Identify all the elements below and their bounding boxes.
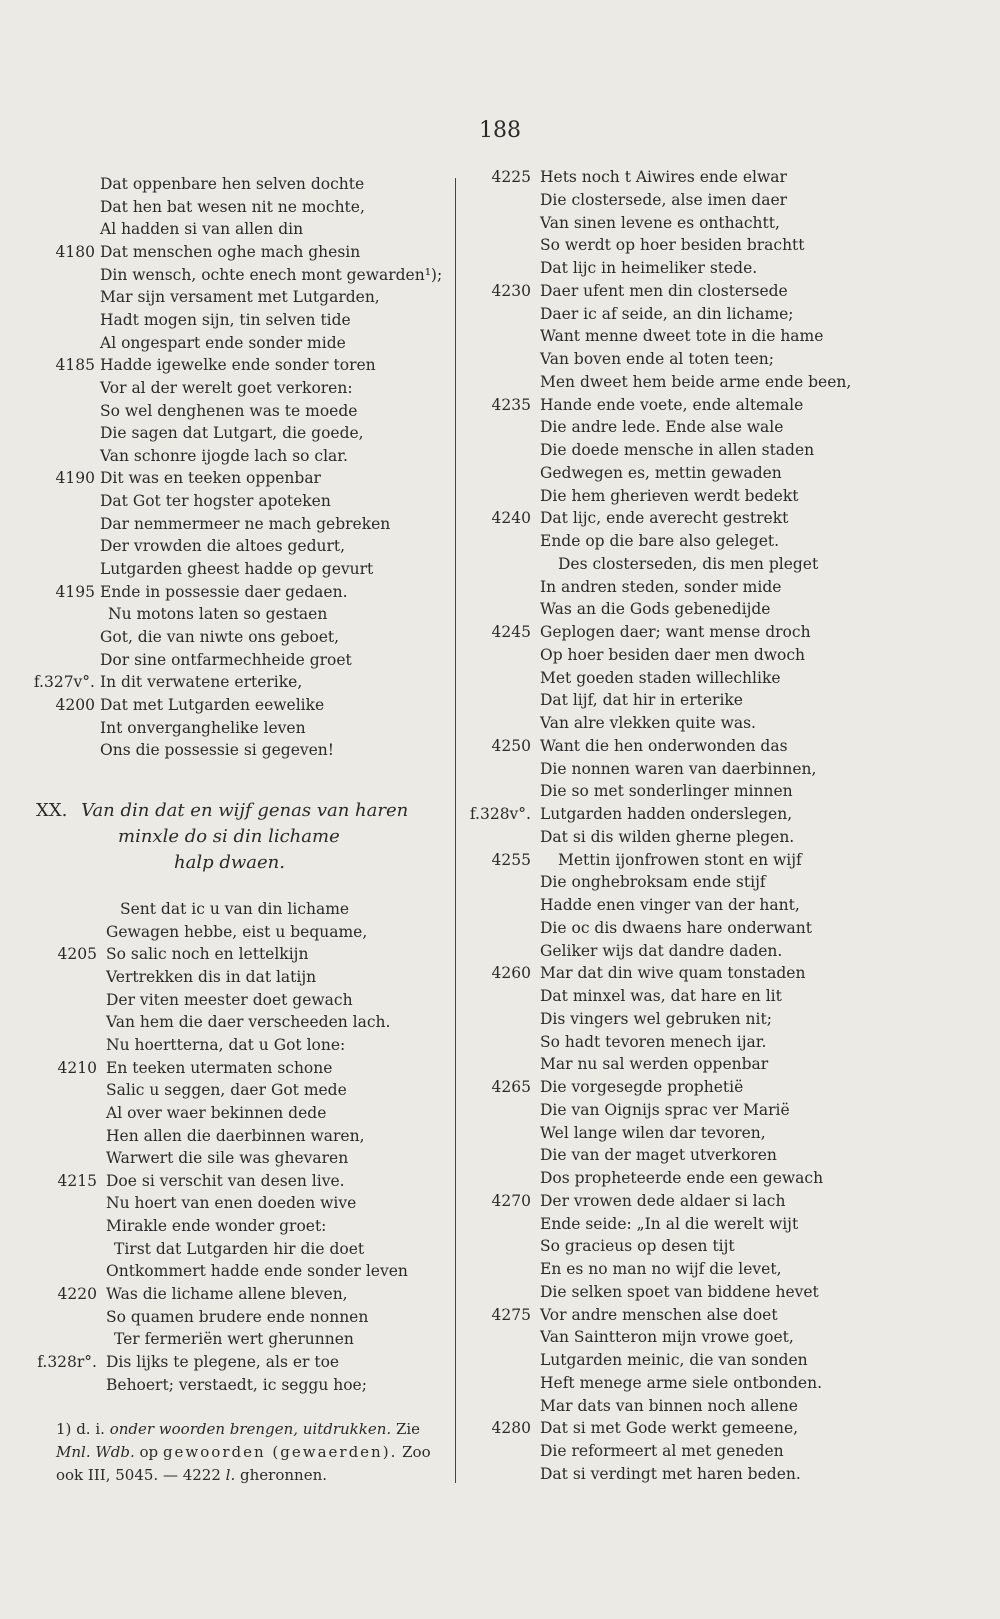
verse-line: Salic u seggen, daer Got mede <box>106 1081 347 1100</box>
verse-line: Dis vingers wel gebruken nit; <box>540 1009 772 1028</box>
verse-line: Geliker wijs dat dandre daden. <box>540 941 783 960</box>
verse-line: Geplogen daer; want mense droch <box>540 623 811 641</box>
verse-line: Met goeden staden willechlike <box>540 668 781 687</box>
verse-line: Dat si dis wilden gherne plegen. <box>540 827 795 846</box>
verse-line: Lutgarden gheest hadde op gevurt <box>100 560 374 579</box>
verse-line: Des closterseden, dis men pleget <box>558 554 819 573</box>
verse-line: Van schonre ijogde lach so clar. <box>100 446 348 465</box>
line-number: 4200 <box>55 695 95 714</box>
verse-line: Vor al der werelt goet verkoren: <box>100 378 353 397</box>
verse-line: Die doede mensche in allen staden <box>540 441 815 459</box>
verse-line: Hadt mogen sijn, tin selven tide <box>100 310 351 329</box>
verse-line: Dis lijks te plegene, als er toe <box>106 1353 340 1371</box>
chapter-heading <box>36 798 408 824</box>
verse-line: So gracieus op desen tijt <box>540 1237 735 1256</box>
verse-line: Vertrekken dis in dat latijn <box>106 967 317 986</box>
verse-line: Dos propheteerde ende een gewach <box>540 1169 824 1187</box>
footnote-italic-1: onder woorden brengen, uitdrukken. <box>109 1420 392 1438</box>
verse-line: Die reformeert al met geneden <box>540 1442 784 1460</box>
verse-line: Dat lijc, ende averecht gestrekt <box>540 509 789 528</box>
verse-line: Die van der maget utverkoren <box>540 1146 777 1165</box>
verse-line: Daer ic af seide, an din lichame; <box>540 304 794 323</box>
verse-line: Din wensch, ochte enech mont gewarden¹); <box>100 265 443 284</box>
verse-line: Hadde igewelke ende sonder toren <box>100 356 376 375</box>
verse-line: Dat hen bat wesen nit ne mochte, <box>100 197 365 216</box>
verse-line: Dor sine ontfarmechheide groet <box>100 650 352 669</box>
verse-line: Mettin ijonfrowen stont en wijf <box>558 850 802 869</box>
verse-line: Ende seide: „In al die werelt wijt <box>540 1214 799 1233</box>
verse-line: Al ongespart ende sonder mide <box>100 333 346 352</box>
page-number: 188 <box>479 118 521 143</box>
line-number: 4230 <box>491 281 531 300</box>
verse-line: Die selken spoet van biddene hevet <box>540 1282 819 1301</box>
verse-line: Heft menege arme siele ontbonden. <box>540 1373 823 1392</box>
verse-line: Dat si met Gode werkt gemeene, <box>540 1419 799 1438</box>
verse-line: Gewagen hebbe, eist u bequame, <box>106 922 368 941</box>
verse-line: Die clostersede, alse imen daer <box>540 190 788 209</box>
verse-line: Dat lijc in heimeliker stede. <box>540 259 758 277</box>
line-number: 4210 <box>57 1058 97 1077</box>
verse-line: En es no man no wijf die levet, <box>540 1260 782 1278</box>
verse-line: Dat met Lutgarden eewelike <box>100 695 325 714</box>
verse-line: Mar dat din wive quam tonstaden <box>540 964 806 983</box>
verse-line: Dat Got ter hogster apoteken <box>100 492 331 511</box>
verse-line: Van hem die daer verscheeden lach. <box>106 1013 391 1032</box>
verse-line: Dar nemmermeer ne mach gebreken <box>100 514 391 533</box>
verse-line: Dat minxel was, dat hare en lit <box>540 987 782 1005</box>
verse-line: Behoert; verstaedt, ic seggu hoe; <box>106 1375 367 1394</box>
verse-line: Van boven ende al toten teen; <box>540 350 774 368</box>
column-divider <box>455 178 456 1483</box>
verse-line: Mar dats van binnen noch allene <box>540 1396 798 1415</box>
verse-line: Lutgarden meinic, die van sonden <box>540 1351 808 1369</box>
verse-line: Sent dat ic u van din lichame <box>120 900 350 918</box>
verse-line: Die vorgesegde prophetië <box>540 1078 744 1096</box>
footnote-intro: d. i. <box>76 1420 105 1438</box>
verse-line: Der viten meester doet gewach <box>106 990 353 1009</box>
verse-line: Dat oppenbare hen selven dochte <box>100 175 365 193</box>
line-number: 4215 <box>57 1171 97 1190</box>
verse-line: Die oc dis dwaens hare onderwant <box>540 918 812 937</box>
verse-line: Doe si verschit van desen live. <box>106 1171 345 1190</box>
verse-line: Ende op die bare also geleget. <box>540 532 780 550</box>
line-number: f.328v°. <box>469 805 531 823</box>
verse-line: Die so met sonderlinger minnen <box>540 782 793 801</box>
verse-line: Dat lijf, dat hir in erterike <box>540 691 743 710</box>
line-number: 4240 <box>491 509 531 528</box>
verse-line: Der vrowen dede aldaer si lach <box>540 1191 786 1210</box>
verse-line: So hadt tevoren menech ijar. <box>540 1032 767 1051</box>
footnote-italic-2: Mnl. Wdb. <box>56 1443 135 1461</box>
verse-line: Lutgarden hadden onderslegen, <box>540 805 793 823</box>
verse-line: Dat si verdingt met haren beden. <box>540 1464 801 1483</box>
line-number: 4185 <box>55 356 95 375</box>
line-number: 4265 <box>491 1078 531 1096</box>
chapter-number: XX. <box>36 800 68 821</box>
verse-line: Hen allen die daerbinnen waren, <box>106 1126 365 1145</box>
footnote-end: gheronnen. <box>240 1466 327 1484</box>
line-number: 4195 <box>55 582 95 601</box>
verse-line: Die hem gherieven werdt bedekt <box>540 486 799 505</box>
verse-line: Nu hoertterna, dat u Got lone: <box>106 1035 346 1054</box>
verse-line: Al hadden si van allen din <box>100 220 304 239</box>
line-number: 4180 <box>55 242 95 261</box>
verse-line: Hande ende voete, ende altemale <box>540 395 804 414</box>
chapter-title-line-3: halp dwaen. <box>174 852 285 873</box>
line-number: 4250 <box>491 736 531 755</box>
verse-line: Mar nu sal werden oppenbar <box>540 1055 769 1074</box>
verse-line: Van Saintteron mijn vrowe goet, <box>540 1328 794 1347</box>
verse-line: Op hoer besiden daer men dwoch <box>540 645 806 664</box>
verse-line: So salic noch en lettelkijn <box>106 945 309 964</box>
verse-line: Ons die possessie si gegeven! <box>100 741 335 760</box>
chapter-title-line-2: minxle do si din lichame <box>118 826 340 847</box>
verse-line: Der vrowden die altoes gedurt, <box>100 537 346 556</box>
line-number: 4280 <box>491 1419 531 1438</box>
line-number: f.328r°. <box>37 1353 97 1371</box>
line-number: 4205 <box>57 945 97 964</box>
footnote-spaced: gewoorden (gewaerden). <box>162 1443 398 1461</box>
verse-line: Nu motons laten so gestaen <box>108 605 328 624</box>
line-number: 4260 <box>491 964 531 983</box>
verse-line: Was an die Gods gebenedijde <box>540 600 771 619</box>
verse-line: Daer ufent men din clostersede <box>540 281 788 300</box>
verse-line: Mar sijn versament met Lutgarden, <box>100 288 380 307</box>
verse-line: Ontkommert hadde ende sonder leven <box>106 1262 408 1281</box>
verse-line: Die sagen dat Lutgart, die goede, <box>100 424 364 443</box>
verse-line: In andren steden, sonder mide <box>540 577 782 596</box>
line-number: 4255 <box>491 850 531 869</box>
verse-line: En teeken utermaten schone <box>106 1058 333 1077</box>
chapter-title-line-1: Van din dat en wijf genas van haren <box>81 800 409 821</box>
verse-line: Tirst dat Lutgarden hir die doet <box>114 1239 365 1258</box>
verse-line: Al over waer bekinnen dede <box>106 1103 327 1122</box>
verse-line: Van alre vlekken quite was. <box>540 714 756 732</box>
verse-line: So werdt op hoer besiden brachtt <box>540 236 805 255</box>
verse-line: Was die lichame allene bleven, <box>106 1285 348 1304</box>
line-number: 4225 <box>491 168 531 186</box>
verse-line: Men dweet hem beide arme ende been, <box>540 372 852 391</box>
verse-line: In dit verwatene erterike, <box>100 673 303 692</box>
verse-line: Die van Oignijs sprac ver Marië <box>540 1100 790 1119</box>
line-number: 4275 <box>491 1305 531 1324</box>
verse-line: Got, die van niwte ons geboet, <box>100 628 340 646</box>
line-number: 4190 <box>55 469 95 488</box>
verse-line: Mirakle ende wonder groet: <box>106 1217 327 1236</box>
verse-line: Wel lange wilen dar tevoren, <box>540 1123 766 1142</box>
verse-line: Dat menschen oghe mach ghesin <box>100 242 361 261</box>
verse-line: Ende in possessie daer gedaen. <box>100 582 348 601</box>
line-number: 4245 <box>491 623 531 641</box>
line-number: 4235 <box>491 395 531 414</box>
verse-line: So wel denghenen was te moede <box>100 401 358 420</box>
line-number: f.327v°. <box>33 673 95 692</box>
verse-line: Die andre lede. Ende alse wale <box>540 418 784 437</box>
verse-line: Want menne dweet tote in die hame <box>540 327 824 346</box>
verse-line: Gedwegen es, mettin gewaden <box>540 463 782 482</box>
verse-line: Warwert die sile was ghevaren <box>106 1149 349 1168</box>
footnote-marker: 1) <box>56 1420 72 1438</box>
verse-line: Dit was en teeken oppenbar <box>100 469 321 488</box>
verse-line: Int onverganghelike leven <box>100 718 306 737</box>
footnote-mid-2: op <box>139 1443 159 1461</box>
verse-line: Vor andre menschen alse doet <box>540 1305 778 1324</box>
verse-line: Nu hoert van enen doeden wive <box>106 1194 357 1213</box>
line-number: 4270 <box>491 1191 531 1210</box>
verse-line: Die onghebroksam ende stijf <box>540 873 766 892</box>
verse-line: Van sinen levene es onthachtt, <box>540 213 780 232</box>
verse-line: So quamen brudere ende nonnen <box>106 1307 369 1326</box>
verse-line: Hets noch t Aiwires ende elwar <box>540 168 787 186</box>
footnote-italic-3: l. <box>225 1466 236 1484</box>
line-number: 4220 <box>57 1285 97 1304</box>
footnote-mid-3: Zoo ook III, 5045. — 4222 <box>56 1443 431 1484</box>
verse-line: Hadde enen vinger van der hant, <box>540 896 800 914</box>
footnote <box>56 1418 440 1487</box>
footnote-mid-1: Zie <box>395 1420 421 1438</box>
verse-line: Want die hen onderwonden das <box>540 736 788 755</box>
verse-line: Ter fermeriën wert gherunnen <box>114 1330 354 1349</box>
verse-line: Die nonnen waren van daerbinnen, <box>540 759 817 778</box>
